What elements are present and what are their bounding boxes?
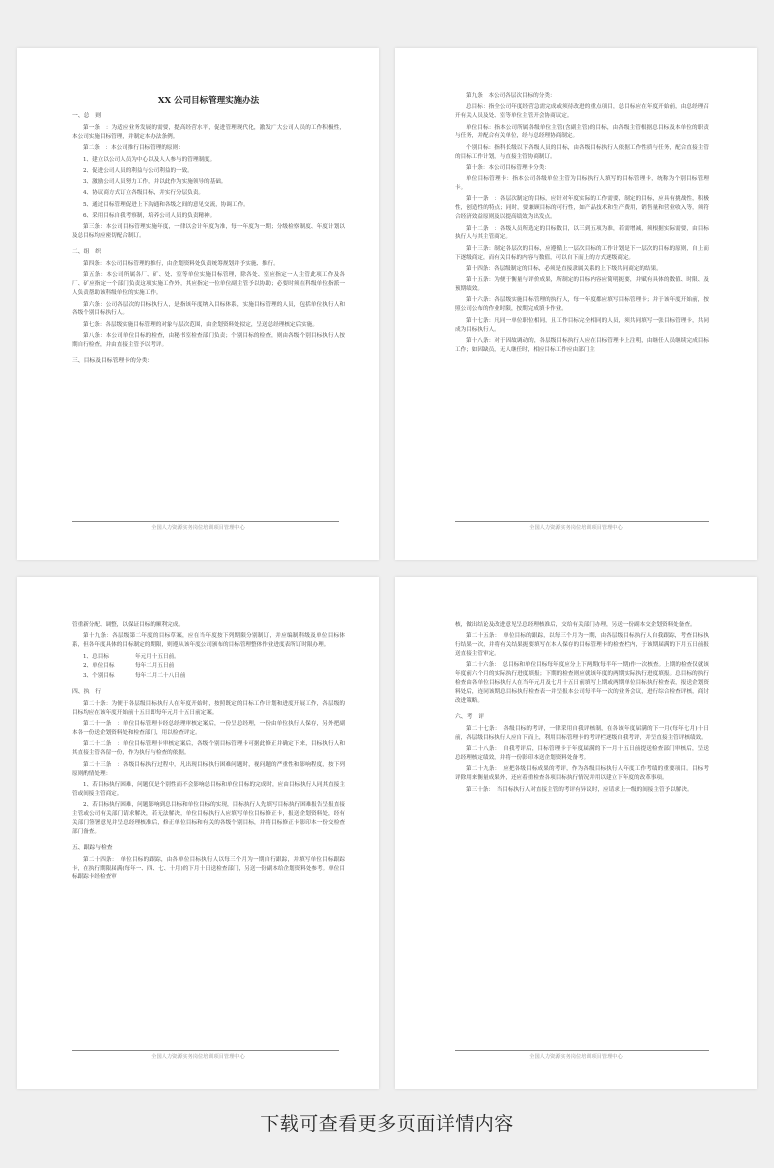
paragraph: 个别目标：指科长级以下各级人员的目标，由各级目标执行人依据工作性质与任务，配合直接主管的目标工作计划，与直接主管协商制订。 — [455, 144, 709, 160]
paragraph: 第八条：本公司单位目标的检查，由秘书室检查部门负责；个别目标的检查，则由各级个别目标执行人按期自行检查，并由直接主管予以考评。 — [72, 333, 345, 348]
page-footer: 全国人力资源实务岗位培训项目管理中心 — [529, 525, 623, 531]
deadline-value: 每年二月二十八日前 — [135, 672, 186, 679]
paragraph: 第四条：本公司目标管理的推行，由企划资料处负责统筹规划并予实施、推行。 — [83, 261, 279, 268]
paragraph: 第二十九条： 应把各级目标成果的考评，作为各级目标执行人年度工作考绩的重要项目。目标考评除用来衡量成果外，还应着重检查各项目标执行情况并用以建立下年度的改革事项。 — [455, 766, 709, 782]
footer-divider — [72, 521, 339, 522]
section-heading: 二、组 织 — [72, 249, 101, 256]
page-3-body — [72, 621, 345, 882]
document-page-1 — [17, 48, 379, 560]
paragraph: 6、采用目标自我考察制，培养公司人员的负责精神。 — [83, 212, 216, 219]
section-heading: 五、跟踪与检查 — [72, 844, 113, 851]
paragraph: 第十五条：为便于衡量与评价成果，所制定的目标内容应简明扼要，并赋有具体的数值、时限、及预期绩效。 — [455, 277, 709, 293]
paragraph: 第五条：本公司所属各厂、矿、处、室等单位实施目标管理，除各处、室应指定一人主管此项工作及各厂、矿应指定一个部门负责这项实施工作外，其应指定一位单位副主管予以协助；必要时须在科级单位指派一人负责帮助该科级单位的实施工作。 — [72, 272, 345, 297]
paragraph: 第二十二条 ：单位目标管理卡审核定案后，各级个别目标管理卡可据此修正并确定下来，目标执行人和其直接主管各留一份，作为执行与检查的依据。 — [72, 741, 345, 757]
paragraph: 第二十三条 ：各级目标执行过程中，凡出现目标执行困难问题时，视问题的严重性和影响程度，按下列原则酌情处理： — [72, 761, 345, 777]
paragraph: 第十六条：各层级实施目标管理的执行人，每一年度都应填写目标管理卡；并于该年度开始前，按照公司公布的作业时限，按期完成填卡作业。 — [455, 297, 709, 313]
deadline-row — [72, 662, 345, 672]
footer-divider — [72, 1050, 339, 1051]
paragraph: 第十四条：各层级制定的目标，必须是直接隶属关系的上下级共同商定的结果。 — [466, 265, 662, 272]
footer-divider — [455, 1050, 709, 1051]
paragraph: 第二十七条： 各级目标的考评，一律采用自我评核制，在各该年度届满的下一月(每年七月)十日前，各层级目标执行人应自下而上，利用目标管理卡的考评栏逐级自我考评，并呈直接主管评核绩效。 — [455, 725, 709, 741]
paragraph: 第七条：各层级实施目标管理的对象与层次范围，由企划资料处拟定，呈送总经理核定后实施。 — [83, 321, 318, 328]
paragraph: 第十九条：各层级第二年度的目标草案，应在当年度按下列期限分别制订，并应编制科级及单位目标体系，但各年度具体的目标制定的期限，则遵从该年度公司颁布的目标管理整体作业进度表所订时限办理。 — [72, 633, 345, 649]
paragraph: 2、促进公司人员的利益与公司利益的一致。 — [83, 167, 193, 174]
document-page-4 — [395, 577, 757, 1089]
paragraph: 第二十六条： 总目标和单位目标每年度应分上下两期(每半年一期)作一次核查。上期的检查仅就该年度前六个月的实际执行进度填报；下期的检查则应就该年度的两期实际执行进度填报。总目标的执行检查由各单位目标执行人在当年元月及七月十五日前填写上期或两期单位目标执行检查表，报送企划资料处后，连同该期总目标执行检查表一并呈报本公司每半年一次的业务会议，进行综合检查评核，商讨改进策略。 — [455, 662, 709, 705]
deadline-row — [72, 653, 345, 663]
paragraph: 管重新分配、调整，以保证目标的顺利完成。 — [72, 622, 184, 628]
paragraph: 第一条 ：为适应业务发展的需要，提高经营水平，促进管理现代化，激发广大公司人员的工作积极性，本公司实施目标管理，并制定本办法条例。 — [72, 125, 345, 140]
page-footer: 全国人力资源实务岗位培训项目管理中心 — [151, 1054, 245, 1060]
section-heading: 六、考 评 — [455, 713, 484, 720]
paragraph: 第九条 本公司各层次目标的分类： — [466, 93, 556, 99]
paragraph: 单位目标：指本公司所属各级单位主管(含副主管)的目标，由各级主管根据总目标及本单位的职责与任务，并配合有关单位，经与总经理协商制定。 — [455, 124, 709, 140]
paragraph: 第十七条：凡同一单位职位相同，且工作目标完全相同的人员，须共同填写一张目标管理卡，共同成为目标执行人。 — [455, 317, 709, 333]
paragraph: 第二十一条 ：单位目标管理卡经总经理审核定案后，一份呈总经理，一份由单位执行人保存，另外把副本各一份送企划资料处和检查部门，用以检查评定。 — [72, 721, 345, 737]
paragraph: 2、若目标执行困难，问题影响到总目标和单位目标的实现，目标执行人先填写目标执行困难报告呈报直接主管或公司有关部门请求解决，若无法解决，单位目标执行人应填写单位目标修正卡，报送企划资料处，经有关部门签署意见并呈总经理核准后，修正单位目标和有关的各级个别目标，并将目标修正卡影印本一份交检查部门备查。 — [72, 802, 345, 835]
paragraph: 第二十五条： 单位目标的跟踪，以每三个月为一期，由各层级目标执行人自我跟踪，考查目标执行结果一次，并将有关结果扼要填写在本人保存的目标管理卡的检查栏内，于该期届满的下月五日前报送直接主管审定。 — [455, 633, 709, 658]
paragraph: 第六条：公司各层次的目标执行人，是指该年度纳入目标体系，实施目标管理的人员，包括单位执行人和各级个别目标执行人。 — [72, 301, 345, 317]
paragraph: 第二十条：为便于各层级目标执行人在年度开始时，按照既定的目标工作计划和进度开展工作，各层级的目标均应在该年度开始前十五日即每年元月十五日前定案。 — [72, 701, 345, 716]
section-heading: 三、目标及目标管理卡的分类： — [72, 357, 154, 364]
deadline-row — [72, 672, 345, 682]
paragraph: 第三条：本公司目标管理实施年度，一律以会计年度为准，每一年度为一期；分级检察制度、年度计划以及总目标均应密切配合制订。 — [72, 224, 345, 240]
page-4-body — [455, 621, 709, 794]
paragraph: 4、协议商方式订立各级目标，并实行分层负责。 — [83, 190, 205, 197]
paragraph: 第十条：本公司目标管理卡分类： — [466, 164, 550, 171]
paragraph: 第二十四条： 单位目标的跟踪，由各单位目标执行人以每三个月为一期自行跟踪，并填写单位目标跟踪卡，在执行期限届满(每年一、四、七、十月)的下月十日送检查部门，另送一份副本给企划资料处参考。单位目标跟踪卡经检查审 — [72, 856, 345, 881]
paragraph: 1、若目标执行困难，问题仅是个别性而不会影响总目标和单位目标的完成时，应由目标执行人同其直接主管或间接主管商定。 — [72, 781, 345, 797]
download-more-caption[interactable]: 下载可查看更多页面详情内容 — [260, 1113, 514, 1135]
deadline-label: 1、总目标 — [83, 653, 109, 660]
paragraph: 总目标：指全公司年度经营急需完成或须待改进的重点项目，总目标应在年度开始前，由总经理召开有关人员及处、室等单位主管开会协商议定。 — [455, 104, 709, 120]
deadline-label: 2、单位目标 — [83, 663, 115, 669]
paragraph: 第十八条：对于因故调动的，各层级目标执行人应在目标管理卡上注明，由继任人员继续完成目标工作；如因缺员，无人继任时，相应目标工作应由部门主 — [455, 337, 709, 353]
page-1-body — [72, 112, 345, 366]
paragraph: 核，做出结论及改进意见呈总经理核准后，交给有关部门办理，另送一份副本交企划资料处备查。 — [455, 622, 696, 628]
section-heading: 四、执 行 — [72, 689, 101, 695]
document-page-3 — [17, 577, 379, 1089]
section-heading: 一、总 则 — [72, 113, 101, 119]
deadline-value: 年元月十五日前。 — [135, 653, 180, 660]
paragraph: 1、建立以公司人员为中心以及人人参与的管理制度。 — [83, 156, 216, 163]
footer-divider — [455, 521, 709, 522]
deadline-value: 每年二月五日前 — [135, 663, 175, 669]
deadline-label: 3、个别目标 — [83, 672, 115, 679]
paragraph: 第十三条：制定各层次的目标，应遵循上一层次目标的工作计划是下一层次的目标的原则，自上而下逐级商定，而有关目标的内容与数值，可以自下而上的方式逐级商定。 — [455, 245, 709, 261]
paragraph: 第十二条 ：各级人员所选定的目标数目，以三到五项为准，若需增减，须根据实际需要，由目标执行人与其主管商定。 — [455, 225, 709, 241]
document-page-2 — [395, 48, 757, 560]
page-footer: 全国人力资源实务岗位培训项目管理中心 — [529, 1054, 623, 1060]
paragraph: 第二条 ：本公司推行目标管理的原则： — [83, 145, 184, 152]
document-title: XX 公司目标管理实施办法 — [157, 96, 260, 106]
paragraph: 5、通过目标管理促进上下沟通和各级之间的意见交流，协调工作。 — [83, 201, 249, 208]
page-2-body — [455, 92, 709, 355]
paragraph: 第二十八条： 自我考评后，目标管理卡于年度届满的下一月十五日前提送检查部门审核后，呈送总经理核定绩效，并将一份影印本送企划资料处备考。 — [455, 746, 709, 762]
paragraph: 单位目标管理卡：指本公司各级单位主管为目标执行人填写的目标管理卡，统称为个别目标管理卡。 — [455, 176, 709, 192]
paragraph: 第三十条： 当目标执行人对直接主管的考评有异议时，应请求上一级的间接主管予以解决。 — [466, 786, 693, 793]
paragraph: 第十一条 ：各层次制定的目标，应针对年度实际的工作需要，制定的目标，应具有挑战性，积极性，创造性的特点；同时，要兼顾目标的可行性，如产品技术和生产费用，销售量和营业收入等，须符合经济效益原则及以提高绩效为出发点。 — [455, 196, 709, 221]
paragraph: 3、激励公司人员努力工作，并以此作为实施领导的基础。 — [83, 179, 227, 186]
page-footer: 全国人力资源实务岗位培训项目管理中心 — [151, 525, 245, 531]
